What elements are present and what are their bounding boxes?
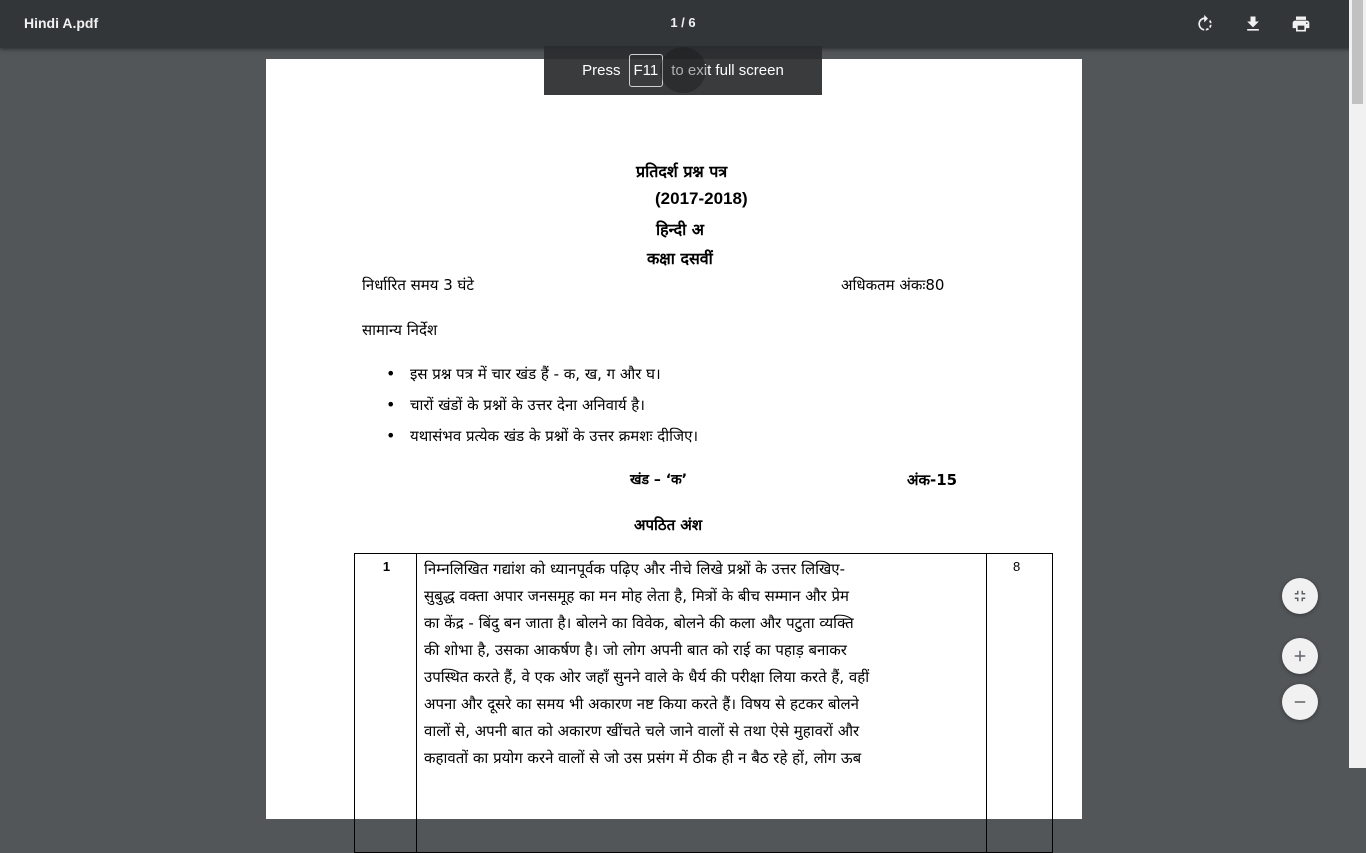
question-marks: 8 xyxy=(1013,559,1021,574)
instruction-item: • इस प्रश्न पत्र में चार खंड हैं - क, ख, ग और घ। xyxy=(386,363,698,394)
f11-key-badge: F11 xyxy=(629,54,664,87)
max-marks: अधिकतम अंकः80 xyxy=(841,276,945,294)
zoom-out-button[interactable] xyxy=(1282,684,1318,720)
download-button[interactable] xyxy=(1239,10,1267,38)
instruction-item: • चारों खंडों के प्रश्नों के उत्तर देना अनिवार्य है। xyxy=(386,394,698,425)
print-button[interactable] xyxy=(1287,10,1315,38)
rotate-icon xyxy=(1195,14,1215,34)
general-instructions-heading: सामान्य निर्देश xyxy=(362,321,438,339)
zoom-in-button[interactable] xyxy=(1282,638,1318,674)
question-line: उपस्थित करते हैं, वे एक ओर जहाँ सुनने वाले के धैर्य की परीक्षा लिया करते हैं, वहीं xyxy=(424,668,870,686)
question-line: वालों से, अपनी बात को अकारण खींचते चले जाने वालों से तथा ऐसे मुहावरों और xyxy=(424,722,860,740)
section-marks: अंक-15 xyxy=(907,471,958,489)
question-line: की शोभा है, उसका आकर्षण है। जो लोग अपनी बात को राई का पहाड़ बनाकर xyxy=(424,641,847,659)
document-class: कक्षा दसवीं xyxy=(647,249,713,268)
scrollbar[interactable] xyxy=(1349,0,1366,768)
question-table xyxy=(354,553,1053,853)
section-heading: खंड – ‘क’ xyxy=(630,472,688,488)
fit-to-page-button[interactable] xyxy=(1282,578,1318,614)
question-number: 1 xyxy=(382,559,391,574)
question-text xyxy=(424,556,979,772)
cursor-highlight xyxy=(660,47,706,93)
table-divider xyxy=(416,554,417,852)
print-icon xyxy=(1291,14,1311,34)
pdf-page xyxy=(266,59,1082,819)
zoom-out-icon xyxy=(1291,693,1309,711)
time-allowed: निर्धारित समय 3 घंटे xyxy=(362,276,474,294)
notice-suffix-text: to exit full screen xyxy=(671,62,784,79)
fit-to-page-icon xyxy=(1291,587,1309,605)
question-line: सुबुद्ध वक्ता अपार जनसमूह का मन मोह लेता है, मित्रों के बीच सम्मान और प्रेम xyxy=(424,587,849,605)
document-year: (2017-2018) xyxy=(655,189,748,208)
instruction-item: • यथासंभव प्रत्येक खंड के प्रश्नों के उत्तर क्रमशः दीजिए। xyxy=(386,425,698,456)
zoom-in-icon xyxy=(1291,647,1309,665)
instructions-list xyxy=(386,363,698,456)
question-line: निम्नलिखित गद्यांश को ध्यानपूर्वक पढ़िए और नीचे लिखे प्रश्नों के उत्तर लिखिए- xyxy=(424,560,845,578)
document-subject: हिन्दी अ xyxy=(656,220,705,239)
question-line: का केंद्र - बिंदु बन जाता है। बोलने का विवेक, बोलने की कला और पटुता व्यक्ति xyxy=(424,614,854,632)
question-line: कहावतों का प्रयोग करने वालों से जो उस प्रसंग में ठीक ही न बैठ रहे हों, लोग ऊब xyxy=(424,749,862,767)
download-icon xyxy=(1243,14,1263,34)
pdf-toolbar xyxy=(0,0,1366,48)
scroll-thumb[interactable] xyxy=(1352,0,1363,104)
page-indicator: 1 / 6 xyxy=(670,15,696,30)
rotate-button[interactable] xyxy=(1191,10,1219,38)
document-title: प्रतिदर्श प्रश्न पत्र xyxy=(636,162,728,181)
unseen-passage-heading: अपठित अंश xyxy=(634,516,703,534)
file-name: Hindi A.pdf xyxy=(24,15,99,31)
question-line: अपना और दूसरे का समय भी अकारण नष्ट किया करते हैं। विषय से हटकर बोलने xyxy=(424,695,859,713)
table-divider xyxy=(986,554,987,852)
notice-press-text: Press xyxy=(582,62,621,79)
